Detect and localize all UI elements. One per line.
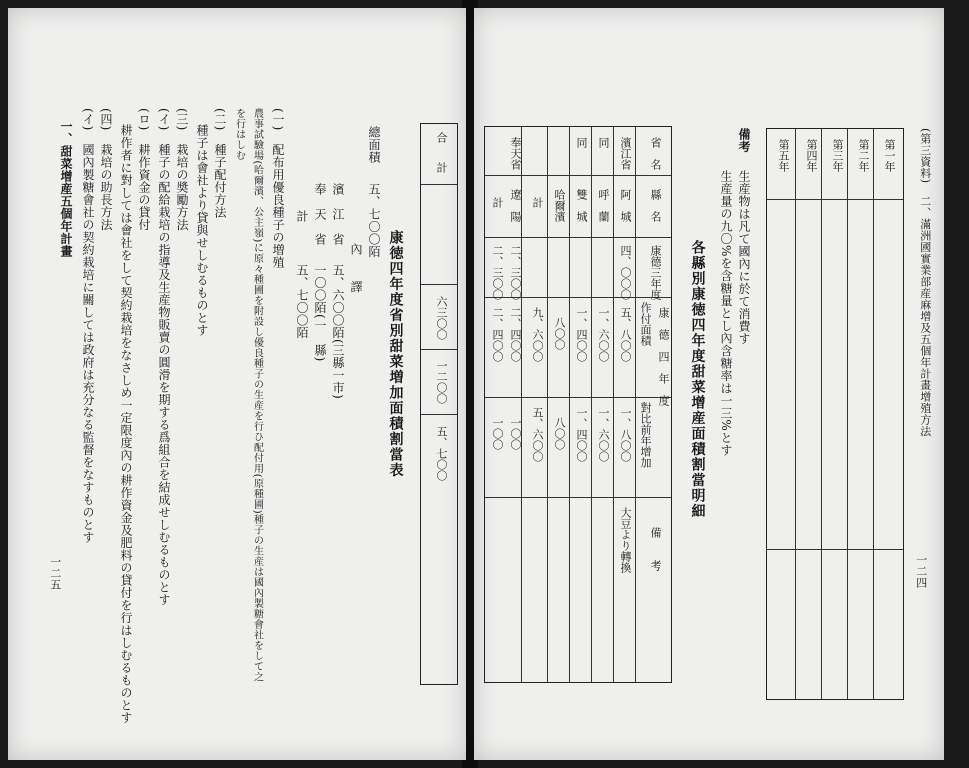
total-label: 計 <box>435 162 448 173</box>
province-total-table <box>420 123 458 685</box>
row-province: 濱江省 <box>619 137 632 170</box>
row-planted: 一、四〇〇 <box>575 307 588 362</box>
row-province: 同 <box>575 137 588 148</box>
right-page-header: (第三資料) 二、滿洲國實業部産麻增及五個年計畫增殖方法 <box>918 128 932 437</box>
row-planted: 五、八〇〇 <box>619 307 632 362</box>
total-value: 六三〇〇 <box>435 296 448 340</box>
row-planted: 一、六〇〇 <box>597 307 610 362</box>
section-heading: (二) 種子配付方法 <box>213 108 227 219</box>
yearly-plan-table <box>766 128 904 700</box>
table-divider <box>421 284 457 285</box>
row-province: 奉天省 <box>509 137 522 170</box>
table-divider <box>635 127 636 682</box>
table-divider <box>547 127 548 682</box>
left-page <box>8 8 466 760</box>
left-page-title: 康徳四年度省別甜菜増加面積割當表 <box>387 230 404 478</box>
detail-table-title: 各縣別康徳四年度甜菜增産面積割當明細 <box>689 240 706 519</box>
row-planted: 二、四〇〇 <box>491 307 504 362</box>
table-divider <box>485 237 671 238</box>
header-increase: 對比前年增加 <box>639 402 652 468</box>
total-area-label: 總面積 <box>367 126 381 164</box>
row-kd3: 二、三〇〇 <box>509 245 522 300</box>
row-remark: 大豆より轉換 <box>619 507 632 573</box>
table-divider <box>569 127 570 682</box>
total-value: 一二〇〇 <box>435 360 448 404</box>
row-county: 遼 陽 <box>509 189 522 222</box>
row-county: 計 <box>531 197 544 208</box>
table-divider <box>421 184 457 185</box>
row-planted: 八〇〇 <box>553 317 566 350</box>
row-increase: 五、六〇〇 <box>531 407 544 462</box>
row-province: 同 <box>597 137 610 148</box>
section-heading: (ロ) 耕作資金の貸付 <box>137 108 151 231</box>
body-text: (イ) 種子の配給栽培の指導及生産物販賣の圓滑を期する爲組合を結成せしむるものとす <box>157 108 171 606</box>
right-page <box>474 8 944 760</box>
body-text: 農事試驗場(哈爾濱、公主嶺)に原々種圃を附設し優良種子の生産を行ひ配付用(原種圃)種子の生産は國內製糖會社をして之 <box>251 108 263 683</box>
table-divider <box>421 414 457 415</box>
header-province: 省 名 <box>649 137 662 170</box>
row-county: 呼 蘭 <box>597 189 610 222</box>
table-divider <box>421 349 457 350</box>
header-kd4: 康 德 四 年 度 <box>657 307 670 406</box>
table-divider <box>591 127 592 682</box>
section-heading: (三) 栽培の奬勵方法 <box>175 108 189 231</box>
province-area: 五、六〇〇陌(三縣一市) <box>331 264 345 400</box>
breakdown-label: 內 譯 <box>349 243 363 293</box>
table-divider <box>821 129 822 699</box>
section-heading: 一、甜菜增産五個年計畫 <box>59 120 73 258</box>
table-divider <box>767 549 903 550</box>
row-planted: 二、四〇〇 <box>509 307 522 362</box>
province-name: 奉 天 省 <box>313 183 327 246</box>
body-text: 種子は會社より貸與せしむるものとす <box>195 124 209 337</box>
table-divider <box>873 129 874 699</box>
table-divider <box>613 127 614 682</box>
row-increase: 一〇〇 <box>491 417 504 450</box>
row-kd3: 二、三〇〇 <box>491 245 504 300</box>
table-divider <box>767 199 903 200</box>
province-area: 一〇〇陌(一 縣) <box>313 264 327 362</box>
row-increase: 一、六〇〇 <box>597 407 610 462</box>
total-label: 合 <box>435 132 448 143</box>
province-area: 五、七〇〇陌 <box>295 264 309 339</box>
header-remarks: 備 考 <box>649 527 662 571</box>
province-name: 濱 江 省 <box>331 183 345 246</box>
row-county: 雙 城 <box>575 189 588 222</box>
row-kd3: 四、〇〇〇 <box>619 245 632 300</box>
header-county: 縣 名 <box>649 189 662 222</box>
table-divider <box>485 397 671 398</box>
row-increase: 一、八〇〇 <box>619 407 632 462</box>
year-label: 第一年 <box>883 139 896 172</box>
remarks-label: 備考 <box>737 128 751 153</box>
row-county: 哈爾濱 <box>553 189 566 222</box>
total-area-value: 五、七〇〇陌 <box>367 183 381 258</box>
section-heading: (四) 栽培の助長方法 <box>99 108 113 231</box>
header-kd3: 康德三年度 <box>649 245 662 300</box>
page-number-right: 一二四 <box>914 554 928 589</box>
body-text: を行はしむ <box>233 108 245 161</box>
section-heading: (一) 配布用優良種子の増殖 <box>271 108 285 269</box>
year-label: 第四年 <box>805 139 818 172</box>
body-text: (イ) 國內製糖會社の契約栽培に關しては政府は充分なる監督をなすものとす <box>81 108 95 544</box>
table-divider <box>795 129 796 699</box>
header-planted-area: 作付面積 <box>639 302 652 346</box>
year-label: 第三年 <box>831 139 844 172</box>
row-increase: 一〇〇 <box>509 417 522 450</box>
detail-table <box>484 126 672 683</box>
row-county: 計 <box>491 197 504 208</box>
remark-text: 生産量の九〇%を含糖量とし內含糖率は一三%とす <box>719 170 733 457</box>
row-county: 阿 城 <box>619 189 632 222</box>
table-divider <box>485 497 671 498</box>
row-increase: 一、四〇〇 <box>575 407 588 462</box>
total-value: 五、七〇〇 <box>435 426 448 481</box>
table-divider <box>847 129 848 699</box>
row-increase: 八〇〇 <box>553 417 566 450</box>
body-text: 耕作者に對しては會社をして契約栽培をなさしめ一定限度內の耕作資金及肥料の貸付を行はしむるものとす <box>119 124 133 724</box>
year-label: 第二年 <box>857 139 870 172</box>
page-number-left: 一二五 <box>48 556 62 591</box>
table-divider <box>485 175 671 176</box>
province-name: 計 <box>295 210 309 223</box>
row-planted: 九、六〇〇 <box>531 307 544 362</box>
year-label: 第五年 <box>777 139 790 172</box>
remark-text: 生産物は凡て國內に於て消費す <box>737 170 751 345</box>
